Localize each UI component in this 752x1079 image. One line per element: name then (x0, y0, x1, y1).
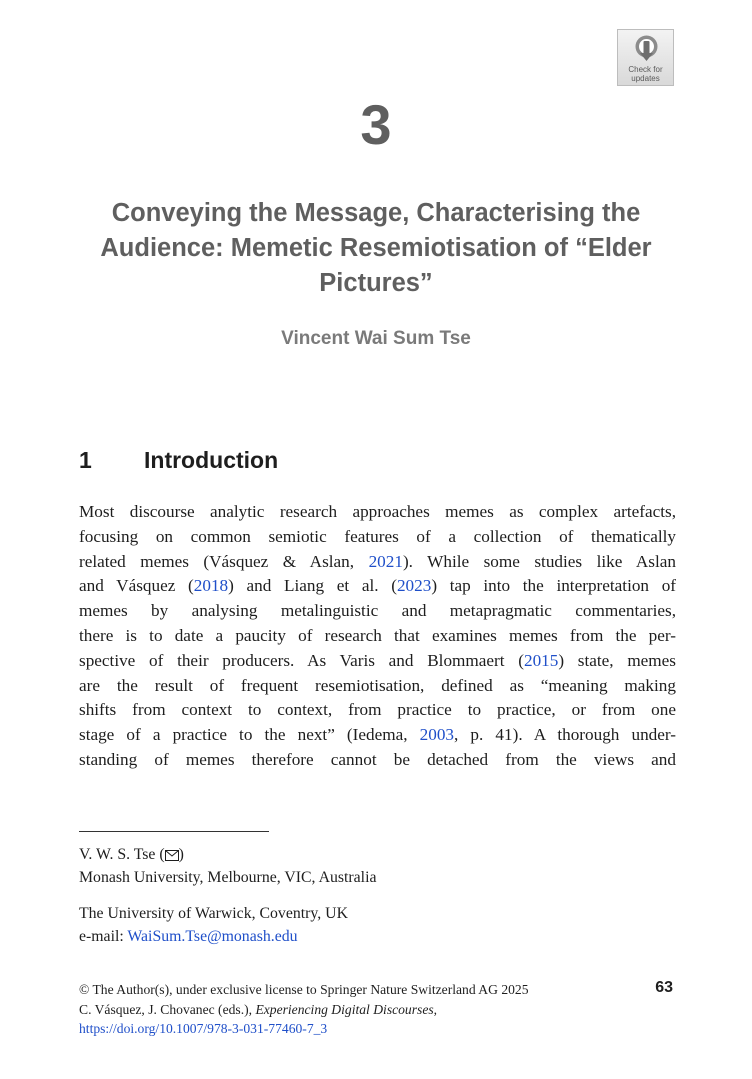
check-label-line1: Check for (628, 65, 663, 74)
text-span: stage of a practice to the next” (Iedema, (79, 725, 420, 745)
citation-link[interactable]: 2003 (419, 725, 455, 745)
copyright-block (79, 980, 639, 1039)
text-line: focusing on common semiotic features of a collection of thematically (79, 526, 676, 546)
book-title: Experiencing Digital Discourses (255, 1001, 434, 1017)
email-link[interactable]: WaiSum.Tse@monash.edu (127, 928, 298, 945)
check-updates-icon (634, 34, 659, 64)
text-line: Most discourse analytic research approaches memes as complex artefacts, (79, 502, 676, 521)
section-heading (79, 445, 278, 475)
chapter-number: 3 (360, 93, 392, 156)
text-span: spective of their producers. As Varis and Blommaert ( (79, 650, 524, 670)
text-line: are the result of frequent resemiotisation, defined as “meaning making (79, 675, 676, 695)
footnote-divider (79, 831, 269, 832)
text-line (79, 723, 676, 748)
text-line (79, 649, 676, 674)
comma: , (433, 1001, 438, 1017)
author-affiliation-block (79, 843, 679, 889)
text-span: ) and Liang et al. ( (228, 576, 397, 596)
text-span: related memes (Vásquez & Aslan, (79, 551, 369, 571)
email-label: e-mail: (79, 928, 128, 945)
text-span: ) tap into the interpretation of (431, 576, 677, 596)
check-for-updates-badge[interactable] (617, 29, 674, 86)
section-title: Introduction (144, 447, 279, 473)
book-citation-line (79, 1000, 639, 1020)
author-name: Vincent Wai Sum Tse (281, 328, 471, 349)
author-short: V. W. S. Tse ( (79, 846, 165, 863)
text-span: ). While some studies like Aslan (402, 551, 676, 571)
citation-link[interactable]: 2015 (523, 650, 559, 670)
email-line (79, 925, 679, 948)
text-line (79, 550, 676, 575)
author-close: ) (178, 846, 184, 863)
text-span: ) state, memes (558, 650, 676, 670)
text-line: shifts from context to context, from practice to practice, or from one (79, 700, 676, 720)
text-line: memes by analysing metalinguistic and metapragmatic commentaries, (79, 601, 676, 621)
text-line: there is to date a paucity of research that examines memes from the per- (79, 625, 676, 645)
affiliation-monash: Monash University, Melbourne, VIC, Australia (79, 869, 377, 886)
author-short-line (79, 843, 679, 866)
affiliation-warwick: The University of Warwick, Coventry, UK (79, 905, 348, 922)
text-span: and Vásquez ( (79, 576, 194, 596)
citation-link[interactable]: 2018 (193, 576, 229, 596)
introduction-paragraph (79, 500, 676, 773)
section-number: 1 (79, 447, 92, 473)
citation-link[interactable]: 2023 (396, 576, 432, 596)
editors: C. Vásquez, J. Chovanec (eds.), (79, 1001, 256, 1017)
check-updates-label (618, 65, 673, 83)
check-label-line2: updates (631, 74, 660, 83)
text-span: , p. 41). A thorough under- (454, 725, 677, 745)
doi-link[interactable]: https://doi.org/10.1007/978-3-031-77460-7_3 (79, 1021, 328, 1036)
text-line (79, 574, 676, 599)
copyright-line: © The Author(s), under exclusive license to Springer Nature Switzerland AG 2025 (79, 982, 529, 997)
citation-link[interactable]: 2021 (368, 551, 403, 571)
text-line: standing of memes therefore cannot be detached from the views and (79, 749, 676, 769)
page-number: 63 (655, 979, 673, 996)
secondary-affiliation-block (79, 902, 679, 948)
chapter-title: Conveying the Message, Characterising the Audience: Memetic Resemiotisation of “Elder Pictures” (100, 199, 652, 297)
envelope-icon[interactable] (165, 850, 179, 861)
